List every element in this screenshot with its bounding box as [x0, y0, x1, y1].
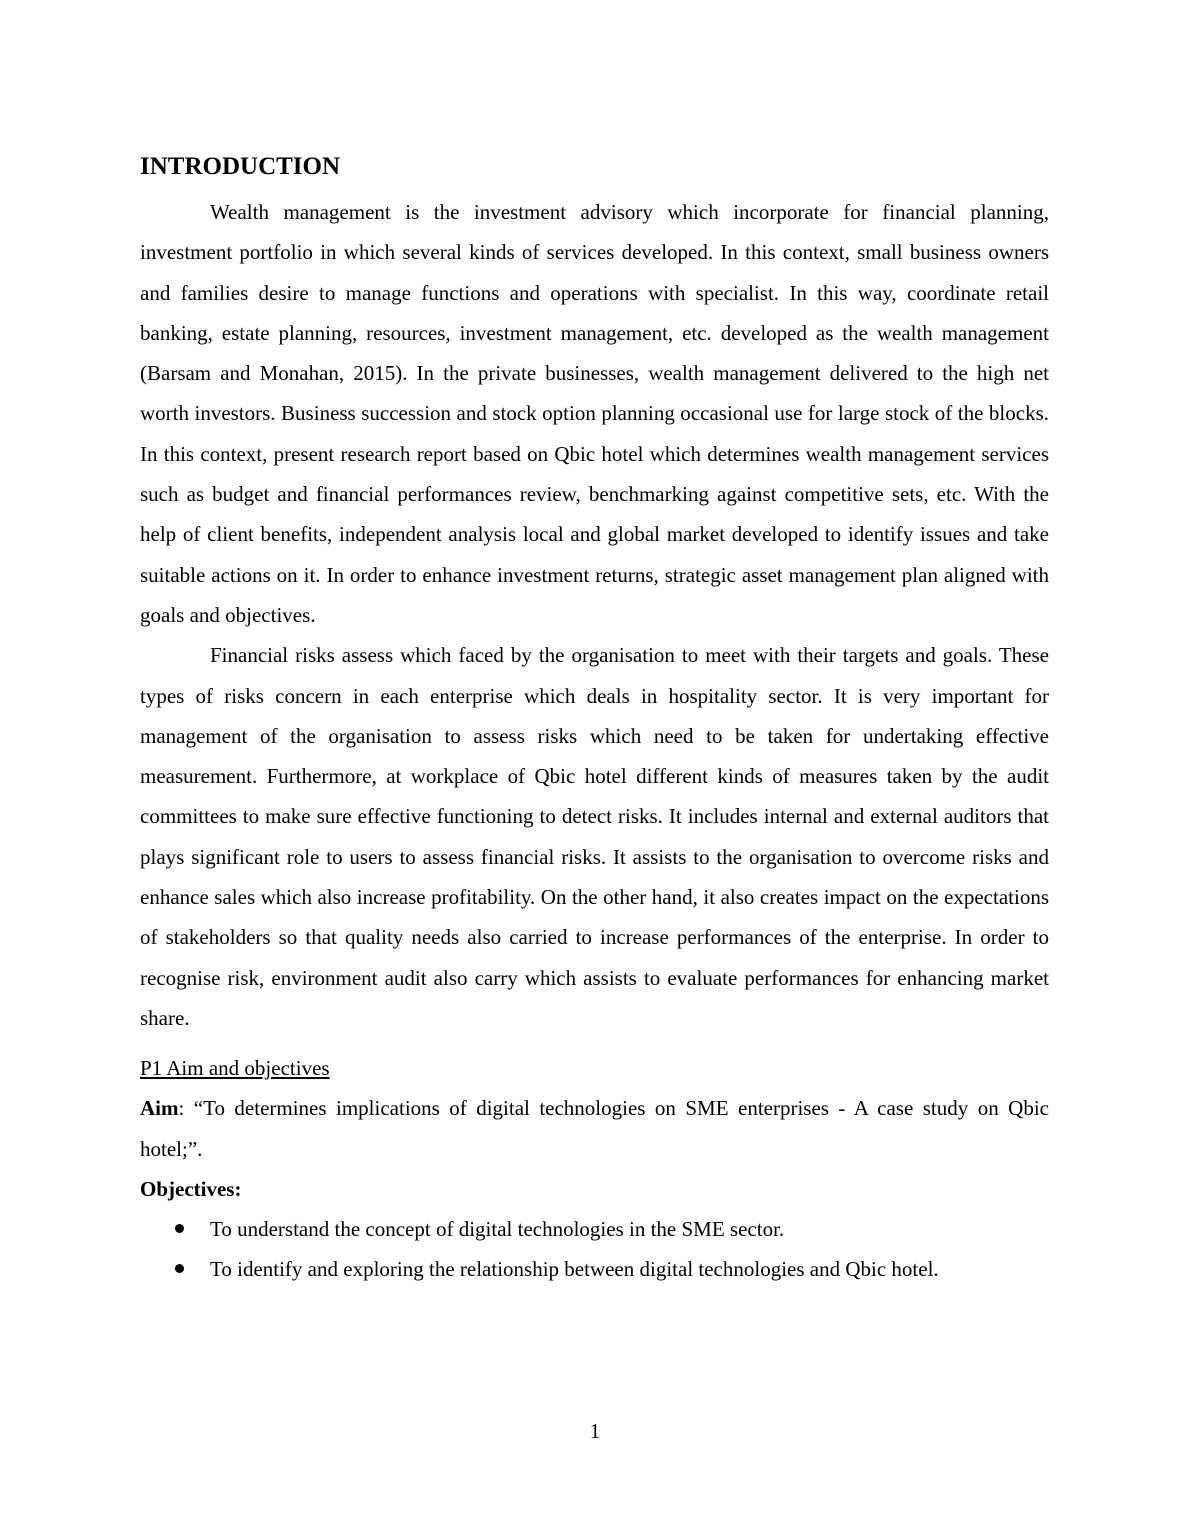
section-heading-introduction: INTRODUCTION — [140, 153, 341, 180]
objective-text: To identify and exploring the relationship between digital technologies and Qbic hotel. — [210, 1257, 939, 1282]
objectives-label: Objectives: — [140, 1176, 242, 1201]
aim-objectives-heading: P1 Aim and objectives — [140, 1056, 330, 1081]
objective-item — [140, 1249, 1049, 1289]
bullet-icon — [175, 1224, 184, 1233]
document-body — [140, 148, 1049, 1289]
page-number: 1 — [589, 1419, 601, 1443]
aim-statement — [140, 1088, 1049, 1169]
bullet-icon — [175, 1264, 184, 1273]
intro-paragraph-2: Financial risks assess which faced by the organisation to meet with their targets and goals. These types of risks concern in each enterprise which deals in hospitality sector. It is very important for management of the organisation to assess risks which need to be taken for undertaking effective measurement. Furthermore, at workplace of Qbic hotel different kinds of measures taken by the audit committees to make sure effective functioning to detect risks. It includes internal and external auditors that plays significant role to users to assess financial risks. It assists to the organisation to overcome risks and enhance sales which also increase profitability. On the other hand, it also creates impact on the expectations of stakeholders so that quality needs also carried to increase performances of the enterprise. In order to recognise risk, environment audit also carry which assists to evaluate performances for enhancing market share. — [140, 643, 1049, 1030]
aim-label: Aim — [140, 1096, 179, 1121]
objectives-list — [140, 1209, 1049, 1290]
objective-text: To understand the concept of digital technologies in the SME sector. — [210, 1216, 785, 1241]
intro-paragraph-1: Wealth management is the investment advisory which incorporate for financial planning, investment portfolio in which several kinds of services developed. In this context, small business owners and families desire to manage functions and operations with specialist. In this way, coordinate retail banking, estate planning, resources, investment management, etc. developed as the wealth management (Barsam and Monahan, 2015). In the private businesses, wealth management delivered to the high net worth investors. Business succession and stock option planning occasional use for large stock of the blocks. In this context, present research report based on Qbic hotel which determines wealth management services such as budget and financial performances review, benchmarking against competitive sets, etc. With the help of client benefits, independent analysis local and global market developed to identify issues and take suitable actions on it. In order to enhance investment returns, strategic asset management plan aligned with goals and objectives. — [140, 200, 1049, 627]
aim-text: : “To determines implications of digital technologies on SME enterprises - A case study on Qbic hotel;”. — [140, 1096, 1049, 1161]
objective-item — [140, 1209, 1049, 1249]
